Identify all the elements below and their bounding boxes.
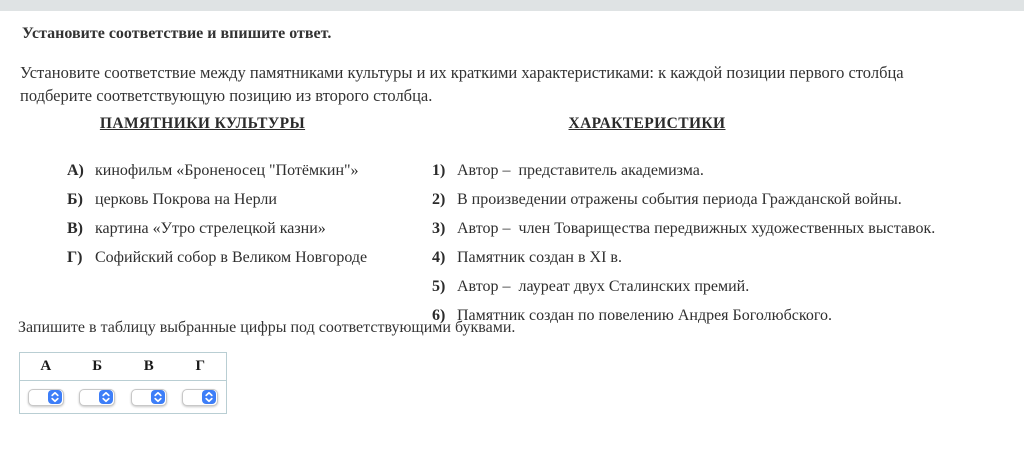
item-text: Памятник создан по повелению Андрея Боголюбского.: [457, 307, 832, 324]
answer-cell-g: [175, 389, 227, 406]
answer-cell-b: [72, 389, 124, 406]
intro-text-line1: Установите соответствие между памятниками культуры и их краткими характеристиками: к каждой позиции первого столбца: [20, 63, 904, 82]
monuments-list: [43, 144, 368, 266]
item-text: Софийский собор в Великом Новгороде: [95, 249, 368, 266]
item-label: 3): [432, 220, 446, 237]
answer-select-a[interactable]: [28, 389, 64, 406]
item-label: В): [67, 220, 83, 237]
item-label: 1): [432, 162, 446, 179]
stepper-icon: [151, 390, 165, 404]
right-column-header: ХАРАКТЕРИСТИКИ: [568, 115, 726, 132]
answer-column-header-g: Г: [195, 358, 206, 374]
answer-table: [19, 352, 227, 414]
characteristics-list: [408, 144, 936, 324]
answer-select-b[interactable]: [79, 389, 115, 406]
stepper-icon: [48, 390, 62, 404]
stepper-icon: [99, 390, 113, 404]
item-label: 5): [432, 278, 446, 295]
answer-column-header-a: А: [40, 358, 52, 374]
answer-table-header-row: [20, 353, 226, 381]
list-item: [43, 144, 367, 179]
item-text: церковь Покрова на Нерли: [95, 191, 277, 208]
answer-table-input-row: [20, 381, 226, 413]
left-column-header: ПАМЯТНИКИ КУЛЬТУРЫ: [99, 115, 306, 132]
item-label: А): [67, 162, 84, 179]
item-label: 4): [432, 249, 446, 266]
answer-select-g[interactable]: [182, 389, 218, 406]
item-label: Г): [67, 249, 83, 266]
answer-instruction: Запишите в таблицу выбранные цифры под соответствующими буквами.: [18, 319, 516, 336]
item-text: Автор – член Товарищества передвижных художественных выставок.: [457, 220, 936, 237]
answer-cell-v: [123, 389, 175, 406]
item-text: кинофильм «Броненосец "Потёмкин"»: [95, 162, 359, 179]
page-title: Установите соответствие и впишите ответ.: [22, 25, 332, 42]
item-text: Памятник создан в XI в.: [457, 249, 622, 266]
answer-select-v[interactable]: [131, 389, 167, 406]
answer-column-header-b: Б: [92, 358, 103, 374]
item-label: 6): [432, 307, 446, 324]
item-text: картина «Утро стрелецкой казни»: [95, 220, 326, 237]
list-item: [408, 144, 935, 179]
intro-text-line2: подберите соответствующую позицию из второго столбца.: [20, 86, 433, 105]
item-label: 2): [432, 191, 446, 208]
item-text: В произведении отражены события периода Гражданской войны.: [457, 191, 902, 208]
item-text: Автор – представитель академизма.: [457, 162, 704, 179]
stepper-icon: [202, 390, 216, 404]
top-bar: [0, 0, 1024, 11]
answer-column-header-v: В: [143, 358, 154, 374]
answer-cell-a: [20, 389, 72, 406]
item-text: Автор – лауреат двух Сталинских премий.: [457, 278, 750, 295]
item-label: Б): [67, 191, 83, 208]
